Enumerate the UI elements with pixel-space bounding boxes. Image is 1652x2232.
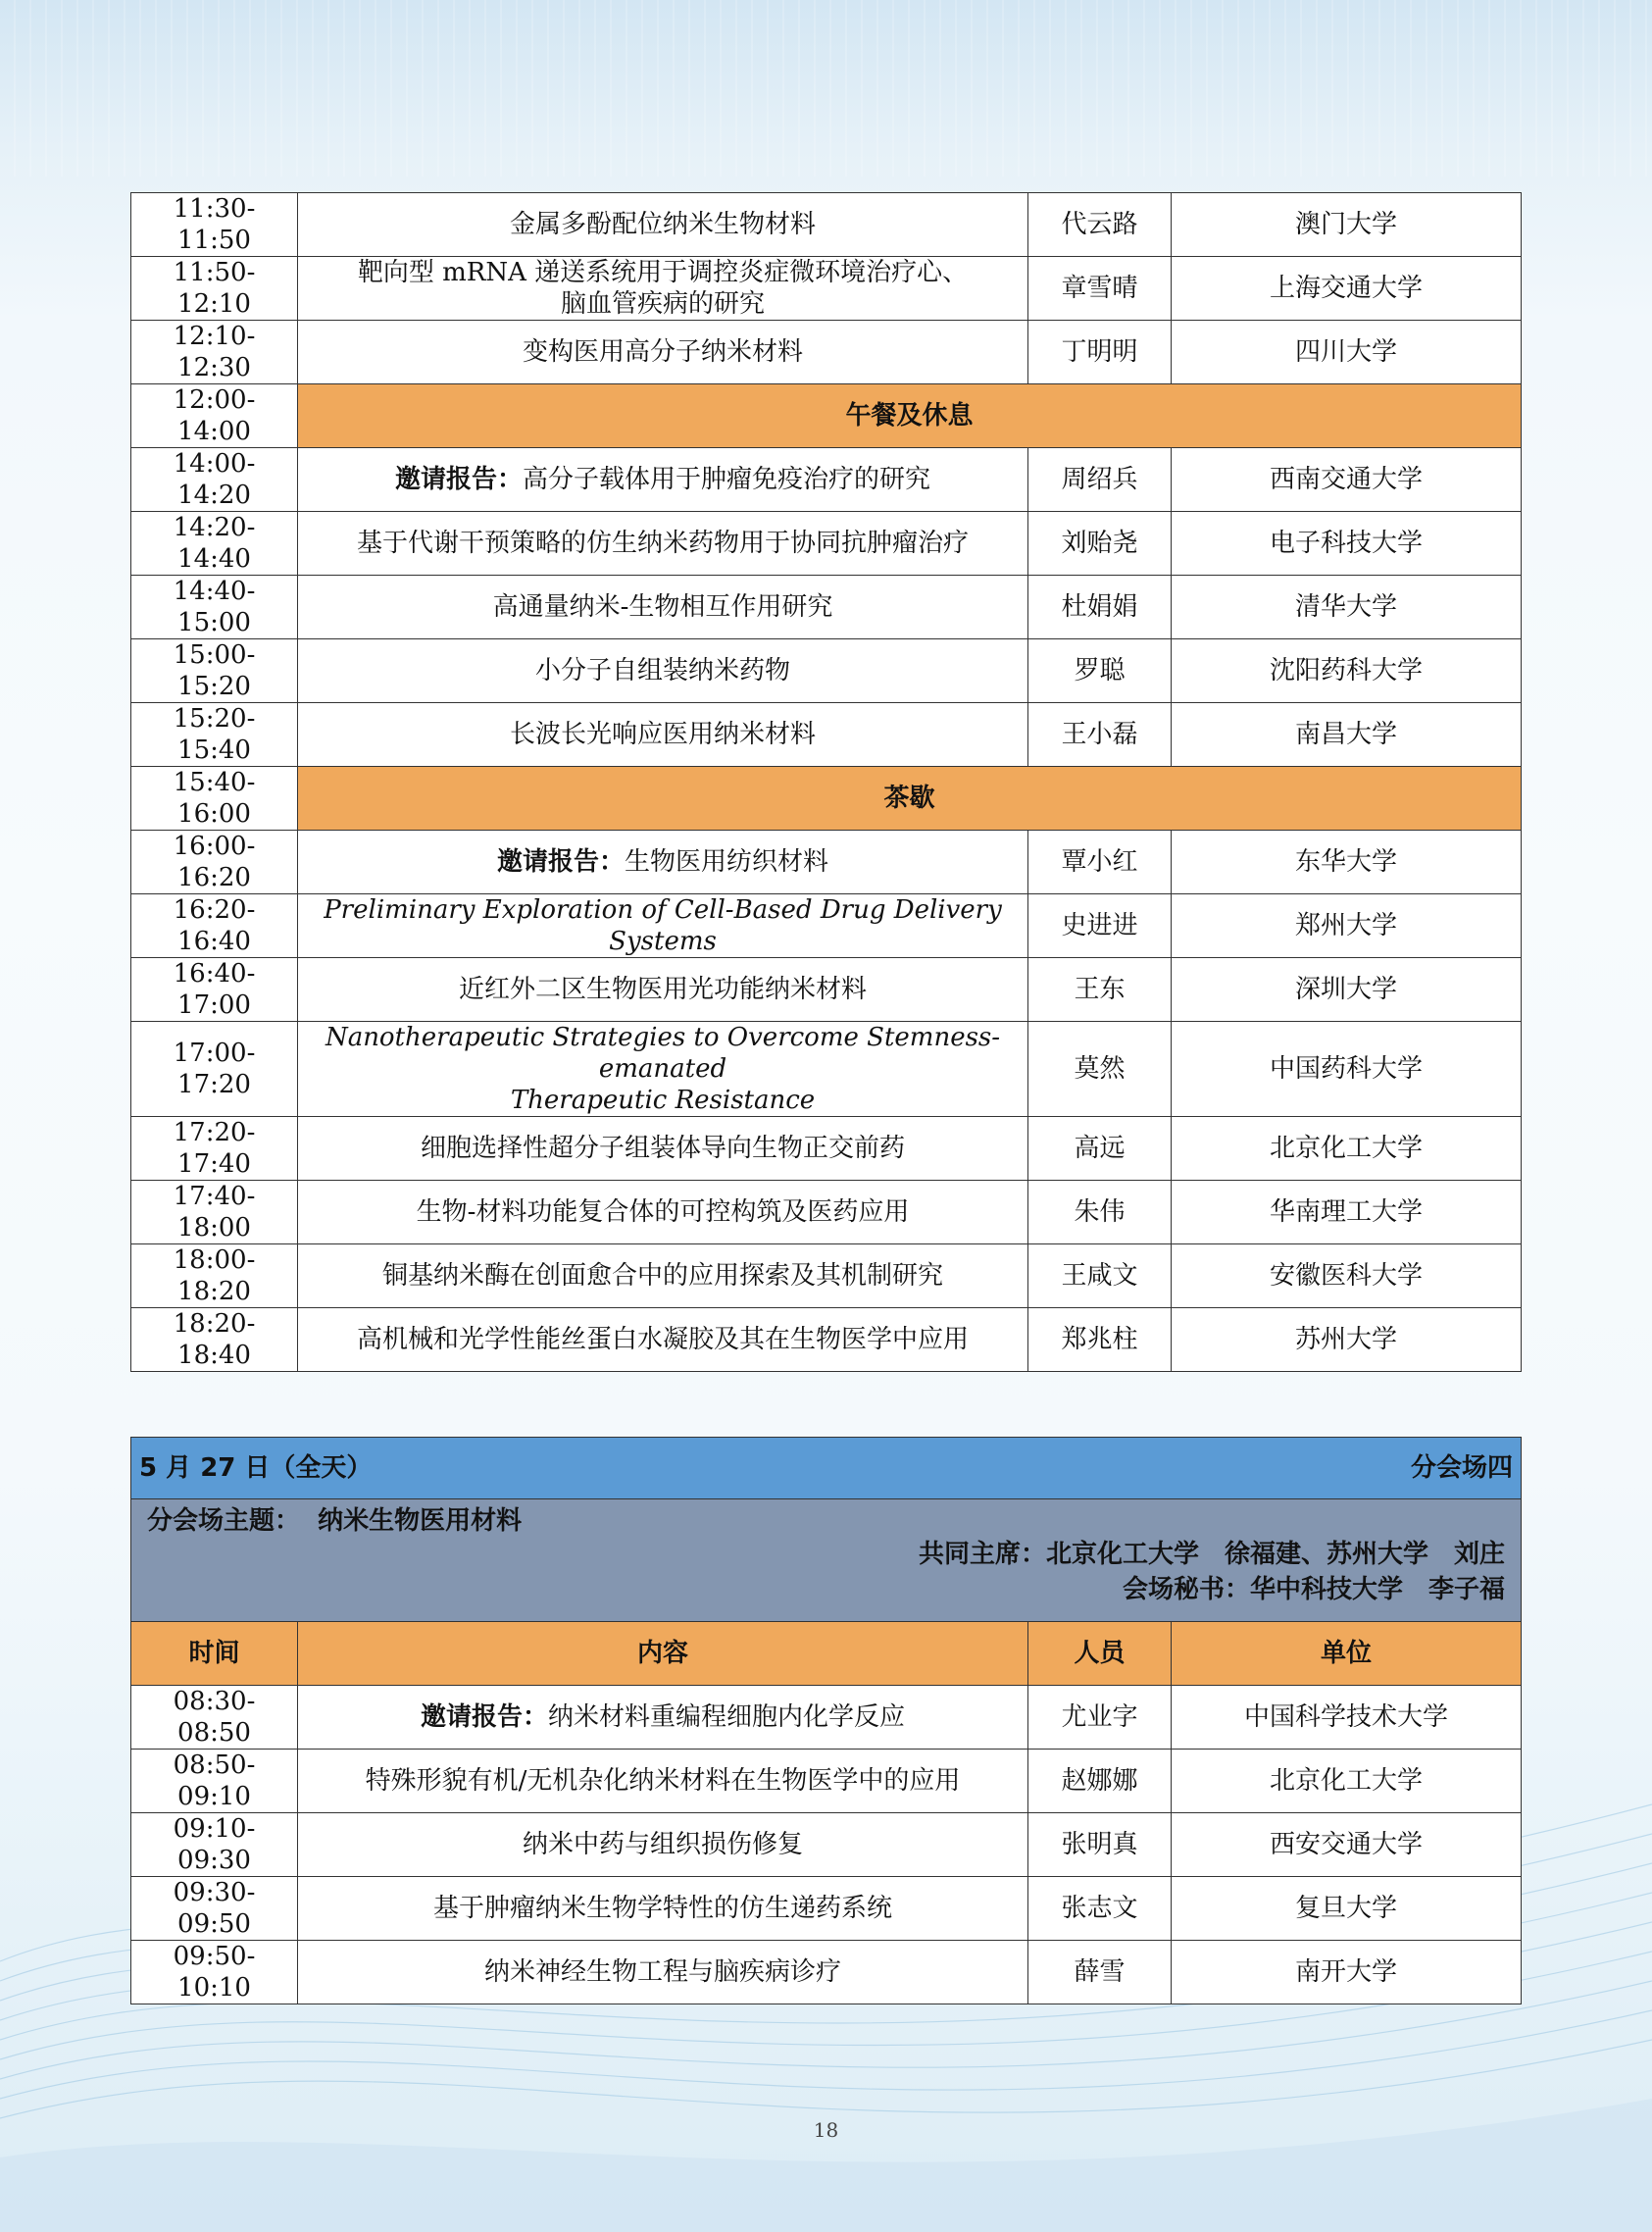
table-row (131, 1022, 1522, 1117)
col-header-time: 时间 (131, 1622, 298, 1686)
session-four-table (130, 1437, 1522, 2004)
unit-cell: 电子科技大学 (1172, 512, 1522, 576)
person-cell: 尤业字 (1028, 1685, 1172, 1749)
person-cell: 薛雪 (1028, 1940, 1172, 2004)
time-cell: 18:20-18:40 (131, 1308, 298, 1372)
unit-cell: 四川大学 (1172, 321, 1522, 384)
unit-cell: 沈阳药科大学 (1172, 639, 1522, 703)
content-cell (298, 831, 1028, 894)
table-row (131, 1940, 1522, 2004)
unit-cell: 中国药科大学 (1172, 1022, 1522, 1117)
col-header-content: 内容 (298, 1622, 1028, 1686)
table-row (131, 448, 1522, 512)
time-cell: 16:40-17:00 (131, 958, 298, 1022)
break-label: 午餐及休息 (298, 384, 1522, 448)
session-secretary: 会场秘书：华中科技大学 李子福 (1123, 1575, 1506, 1604)
person-cell: 赵娜娜 (1028, 1749, 1172, 1812)
time-cell: 14:40-15:00 (131, 576, 298, 639)
column-header-row (131, 1622, 1522, 1686)
person-cell: 王东 (1028, 958, 1172, 1022)
invited-label: 邀请报告： (496, 847, 625, 877)
person-cell: 章雪晴 (1028, 257, 1172, 321)
content-line: 靶向型 mRNA 递送系统用于调控炎症微环境治疗心、 (357, 258, 969, 287)
person-cell: 王小磊 (1028, 703, 1172, 767)
schedule-table-continued (130, 192, 1522, 1372)
content-cell (298, 1022, 1028, 1117)
session-venue: 分会场四 (1411, 1453, 1514, 1483)
table-row (131, 703, 1522, 767)
talk-title: 高分子载体用于肿瘤免疫治疗的研究 (523, 465, 931, 494)
time-cell: 18:00-18:20 (131, 1244, 298, 1308)
unit-cell: 上海交通大学 (1172, 257, 1522, 321)
time-cell: 09:50-10:10 (131, 1940, 298, 2004)
table-row (131, 1749, 1522, 1812)
person-cell: 莫然 (1028, 1022, 1172, 1117)
header-decoration (0, 0, 1652, 177)
content-line: 脑血管疾病的研究 (560, 289, 765, 319)
content-cell: 高通量纳米-生物相互作用研究 (298, 576, 1028, 639)
unit-cell: 东华大学 (1172, 831, 1522, 894)
content-cell: 小分子自组装纳米药物 (298, 639, 1028, 703)
person-cell: 张志文 (1028, 1876, 1172, 1940)
table-row (131, 512, 1522, 576)
unit-cell: 深圳大学 (1172, 958, 1522, 1022)
time-cell: 15:00-15:20 (131, 639, 298, 703)
time-cell: 08:30-08:50 (131, 1685, 298, 1749)
unit-cell: 西安交通大学 (1172, 1812, 1522, 1876)
unit-cell: 南开大学 (1172, 1940, 1522, 2004)
time-cell: 15:20-15:40 (131, 703, 298, 767)
person-cell: 覃小红 (1028, 831, 1172, 894)
person-cell: 王咸文 (1028, 1244, 1172, 1308)
content-cell: 纳米中药与组织损伤修复 (298, 1812, 1028, 1876)
session-theme-row (131, 1499, 1522, 1622)
time-cell: 17:00-17:20 (131, 1022, 298, 1117)
unit-cell: 南昌大学 (1172, 703, 1522, 767)
break-row (131, 384, 1522, 448)
table-row (131, 1244, 1522, 1308)
content-cell (298, 257, 1028, 321)
content-cell: 特殊形貌有机/无机杂化纳米材料在生物医学中的应用 (298, 1749, 1028, 1812)
table-row (131, 576, 1522, 639)
theme-value: 纳米生物医用材料 (318, 1506, 523, 1536)
talk-title: 生物医用纺织材料 (625, 847, 829, 877)
content-cell: 基于肿瘤纳米生物学特性的仿生递药系统 (298, 1876, 1028, 1940)
unit-cell: 中国科学技术大学 (1172, 1685, 1522, 1749)
col-header-person: 人员 (1028, 1622, 1172, 1686)
time-cell: 17:40-18:00 (131, 1181, 298, 1244)
person-cell: 周绍兵 (1028, 448, 1172, 512)
content-cell: Preliminary Exploration of Cell-Based Drug Delivery Systems (298, 894, 1028, 958)
table-row (131, 639, 1522, 703)
table-row (131, 958, 1522, 1022)
table-row (131, 831, 1522, 894)
table-row (131, 1117, 1522, 1181)
break-row (131, 767, 1522, 831)
co-chairs: 共同主席：北京化工大学 徐福建、苏州大学 刘庄 (919, 1540, 1506, 1569)
time-cell: 14:20-14:40 (131, 512, 298, 576)
table-row (131, 1876, 1522, 1940)
time-cell: 12:00-14:00 (131, 384, 298, 448)
unit-cell: 西南交通大学 (1172, 448, 1522, 512)
time-cell: 15:40-16:00 (131, 767, 298, 831)
time-cell: 11:30-11:50 (131, 193, 298, 257)
person-cell: 郑兆柱 (1028, 1308, 1172, 1372)
session-header (131, 1438, 1522, 1499)
content-cell: 纳米神经生物工程与脑疾病诊疗 (298, 1940, 1028, 2004)
content-cell: 高机械和光学性能丝蛋白水凝胶及其在生物医学中应用 (298, 1308, 1028, 1372)
theme-label: 分会场主题： (147, 1506, 301, 1536)
content-cell: 细胞选择性超分子组装体导向生物正交前药 (298, 1117, 1028, 1181)
unit-cell: 澳门大学 (1172, 193, 1522, 257)
content-line: Therapeutic Resistance (510, 1086, 816, 1115)
table-row (131, 193, 1522, 257)
person-cell: 代云路 (1028, 193, 1172, 257)
content-cell: 近红外二区生物医用光功能纳米材料 (298, 958, 1028, 1022)
content-cell (298, 448, 1028, 512)
talk-title: 纳米材料重编程细胞内化学反应 (548, 1701, 906, 1732)
unit-cell: 安徽医科大学 (1172, 1244, 1522, 1308)
person-cell: 高远 (1028, 1117, 1172, 1181)
person-cell: 罗聪 (1028, 639, 1172, 703)
person-cell: 史进进 (1028, 894, 1172, 958)
unit-cell: 郑州大学 (1172, 894, 1522, 958)
content-cell: 变构医用高分子纳米材料 (298, 321, 1028, 384)
unit-cell: 复旦大学 (1172, 1876, 1522, 1940)
content-line: Nanotherapeutic Strategies to Overcome Stemness-emanated (325, 1023, 1001, 1084)
page-number: 18 (813, 2118, 839, 2142)
table-row (131, 1308, 1522, 1372)
table-row (131, 1181, 1522, 1244)
time-cell: 12:10-12:30 (131, 321, 298, 384)
person-cell: 刘贻尧 (1028, 512, 1172, 576)
unit-cell: 苏州大学 (1172, 1308, 1522, 1372)
time-cell: 09:30-09:50 (131, 1876, 298, 1940)
table-row (131, 1685, 1522, 1749)
invited-label: 邀请报告： (420, 1701, 548, 1732)
time-cell: 17:20-17:40 (131, 1117, 298, 1181)
table-row (131, 321, 1522, 384)
break-label: 茶歇 (298, 767, 1522, 831)
content-cell: 金属多酚配位纳米生物材料 (298, 193, 1028, 257)
person-cell: 杜娟娟 (1028, 576, 1172, 639)
content-cell (298, 1685, 1028, 1749)
table-row (131, 1812, 1522, 1876)
table-row (131, 257, 1522, 321)
content-cell: 长波长光响应医用纳米材料 (298, 703, 1028, 767)
time-cell: 14:00-14:20 (131, 448, 298, 512)
person-cell: 丁明明 (1028, 321, 1172, 384)
time-cell: 16:00-16:20 (131, 831, 298, 894)
content-cell: 基于代谢干预策略的仿生纳米药物用于协同抗肿瘤治疗 (298, 512, 1028, 576)
unit-cell: 清华大学 (1172, 576, 1522, 639)
unit-cell: 北京化工大学 (1172, 1117, 1522, 1181)
person-cell: 张明真 (1028, 1812, 1172, 1876)
person-cell: 朱伟 (1028, 1181, 1172, 1244)
time-cell: 11:50-12:10 (131, 257, 298, 321)
time-cell: 16:20-16:40 (131, 894, 298, 958)
time-cell: 09:10-09:30 (131, 1812, 298, 1876)
col-header-unit: 单位 (1172, 1622, 1522, 1686)
session-date: 5 月 27 日（全天） (139, 1453, 373, 1483)
invited-label: 邀请报告： (394, 465, 523, 494)
content-cell: 生物-材料功能复合体的可控构筑及医药应用 (298, 1181, 1028, 1244)
unit-cell: 北京化工大学 (1172, 1749, 1522, 1812)
time-cell: 08:50-09:10 (131, 1749, 298, 1812)
unit-cell: 华南理工大学 (1172, 1181, 1522, 1244)
content-cell: 铜基纳米酶在创面愈合中的应用探索及其机制研究 (298, 1244, 1028, 1308)
table-row (131, 894, 1522, 958)
